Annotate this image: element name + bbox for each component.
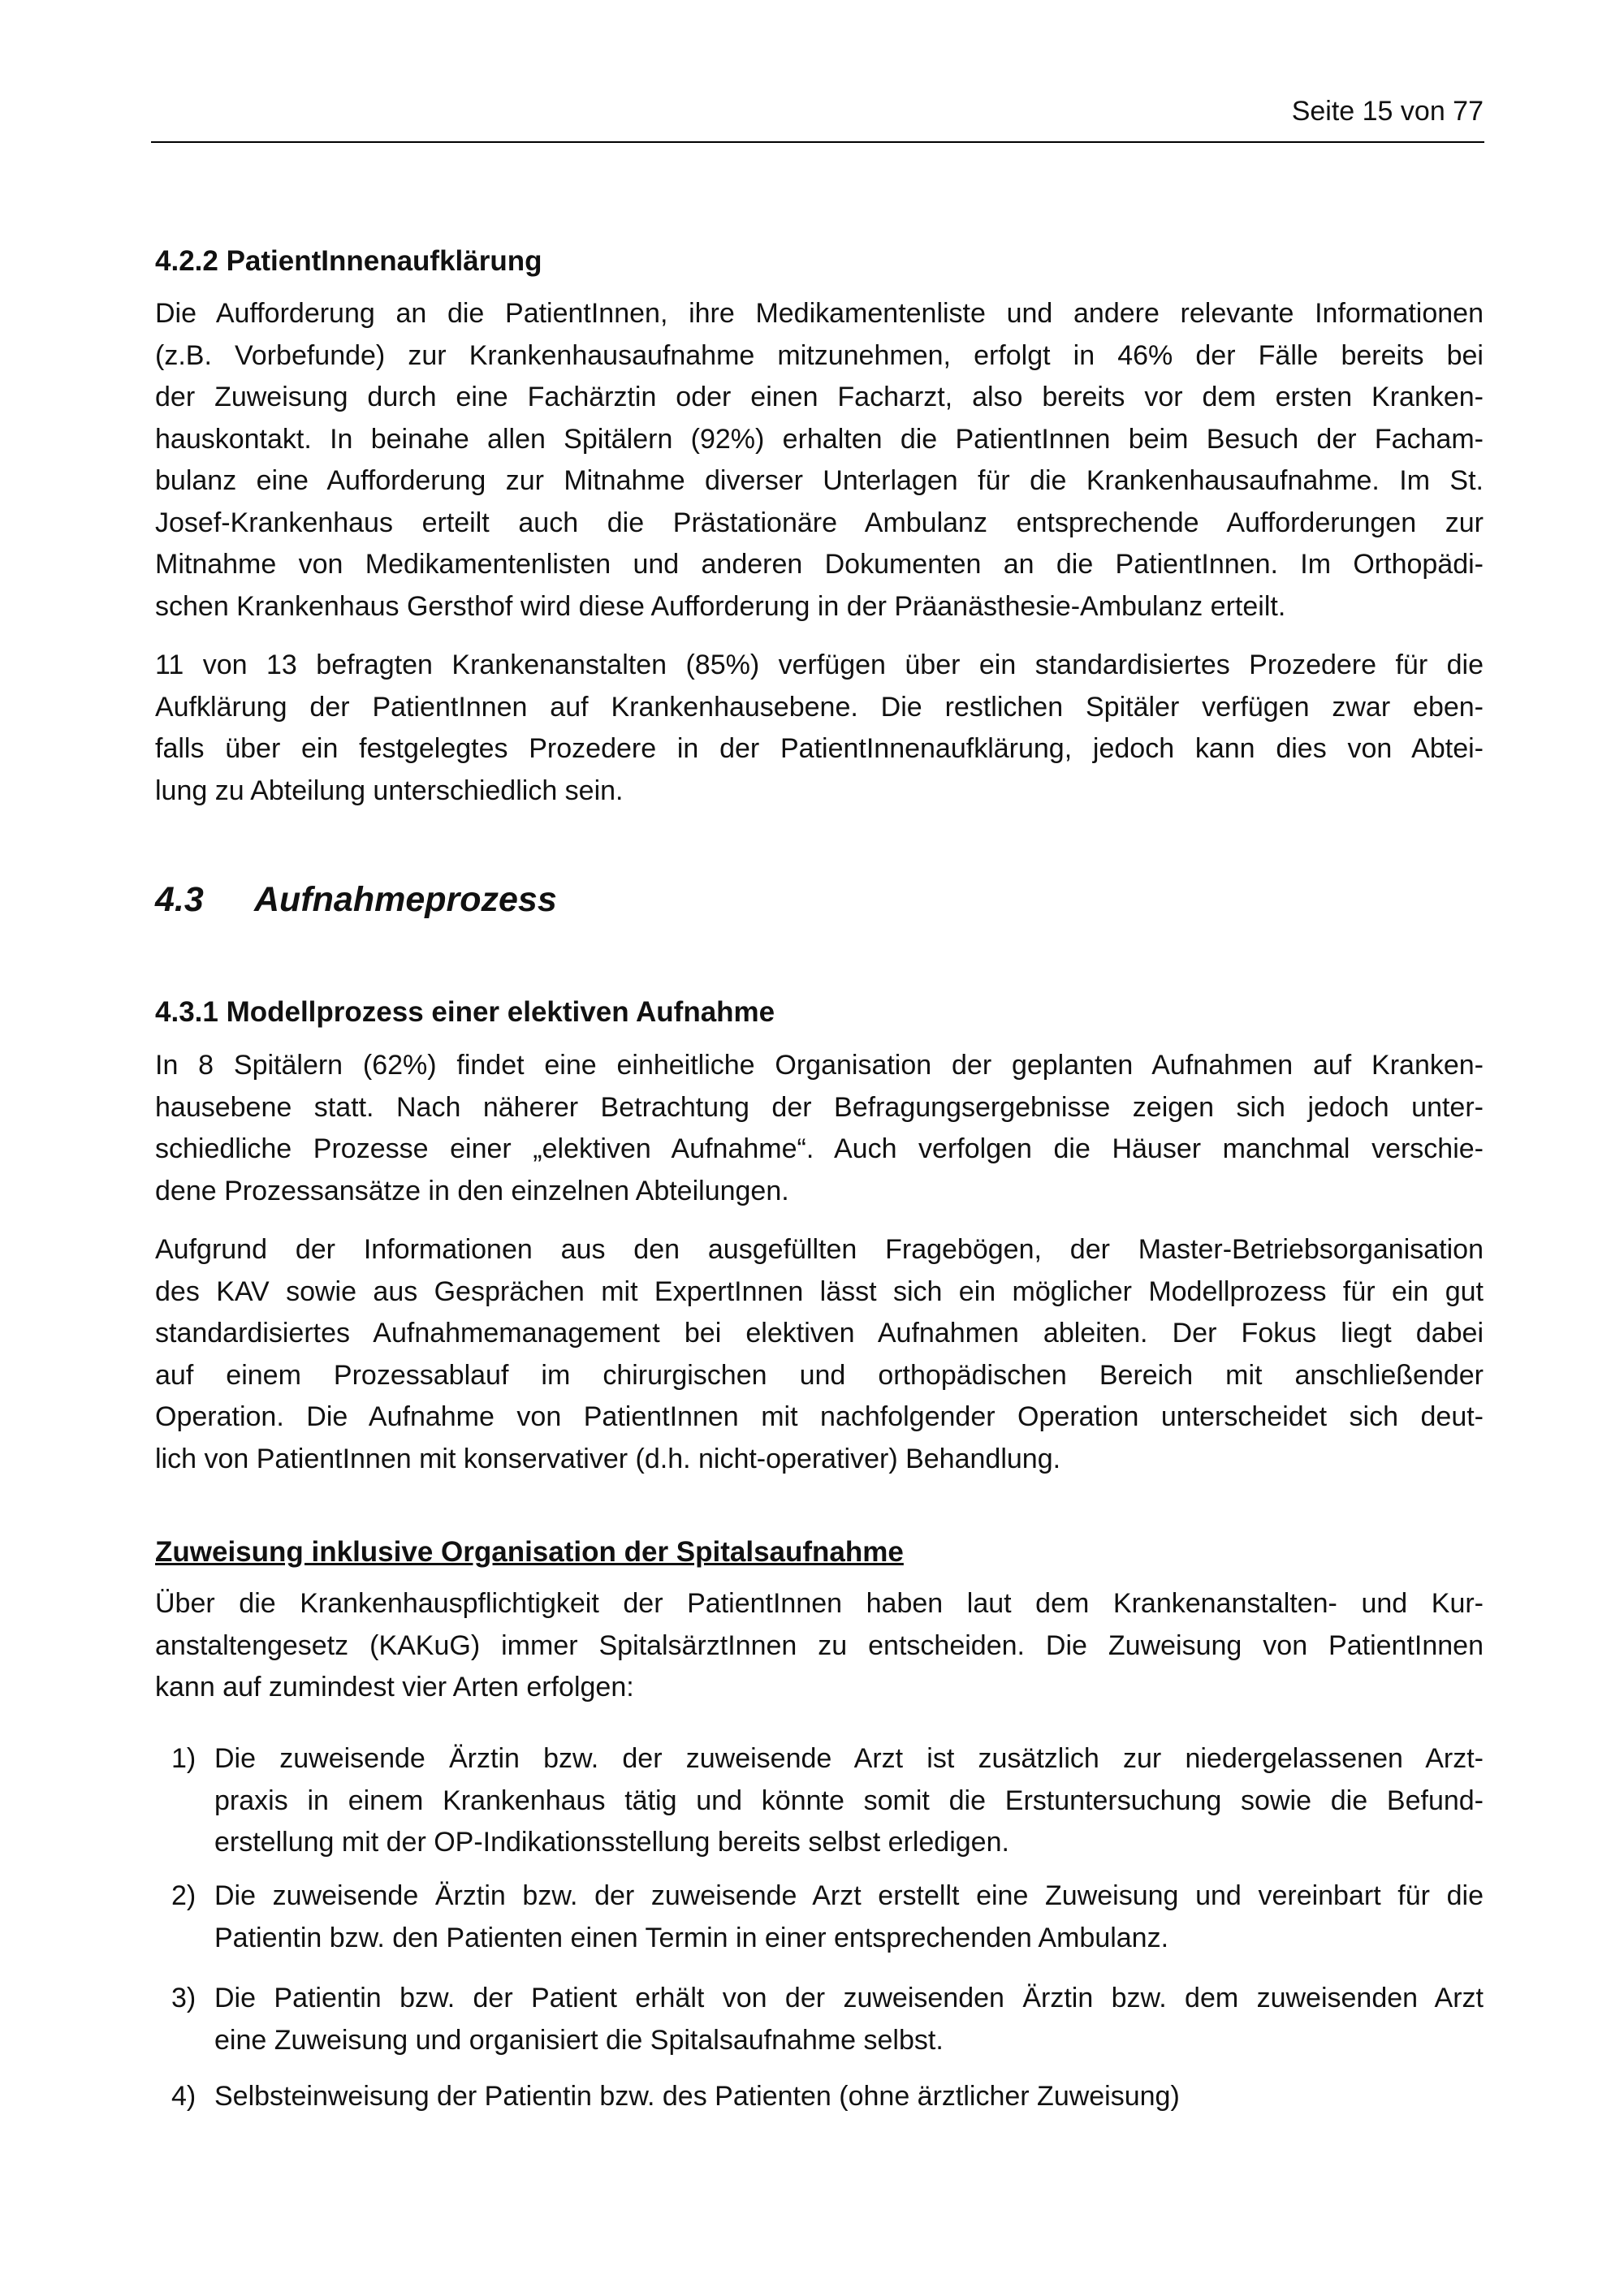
list-number: 3) — [171, 1983, 197, 2013]
list-item — [171, 1978, 1484, 2061]
list-text — [214, 1738, 1484, 1864]
paragraph — [155, 1229, 1484, 1480]
list-item — [171, 2076, 1484, 2118]
text-line: Operation. Die Aufnahme von PatientInnen mit nachfolgender Operation unterscheidet sich deut- — [155, 1401, 1484, 1432]
section-heading-4-3-1: 4.3.1 Modellprozess einer elektiven Aufnahme — [155, 996, 775, 1028]
paragraph — [155, 1583, 1484, 1709]
text-line: bulanz eine Aufforderung zur Mitnahme diverser Unterlagen für die Krankenhausaufnahme. Im St. — [155, 465, 1484, 496]
text-line: Selbsteinweisung der Patientin bzw. des Patienten (ohne ärztlicher Zuweisung) — [214, 2081, 1180, 2112]
text-line: schiedliche Prozesse einer „elektiven Aufnahme“. Auch verfolgen die Häuser manchmal verschie- — [155, 1133, 1484, 1164]
text-line: Über die Krankenhauspflichtigkeit der PatientInnen haben laut dem Krankenanstalten- und Kur- — [155, 1588, 1484, 1619]
text-line: hauskontakt. In beinahe allen Spitälern (92%) erhalten die PatientInnen beim Besuch der Facham- — [155, 423, 1484, 455]
text-line: Patientin bzw. den Patienten einen Termin in einer entsprechenden Ambulanz. — [214, 1922, 1169, 1953]
page-number: Seite 15 von 77 — [1291, 96, 1484, 127]
list-text — [214, 1875, 1484, 1959]
section-title: Aufnahmeprozess — [254, 880, 557, 919]
section-heading-4-2-2: 4.2.2 PatientInnenaufklärung — [155, 245, 542, 277]
text-line: schen Krankenhaus Gersthof wird diese Aufforderung in der Präanästhesie-Ambulanz erteilt. — [155, 590, 1286, 622]
text-line: Mitnahme von Medikamentenlisten und anderen Dokumenten an die PatientInnen. Im Orthopädi- — [155, 549, 1484, 580]
text-line: Josef-Krankenhaus erteilt auch die Prästationäre Ambulanz entsprechende Aufforderungen zur — [155, 507, 1484, 538]
subheading-zuweisung: Zuweisung inklusive Organisation der Spitalsaufnahme — [155, 1536, 904, 1568]
text-line: Die zuweisende Ärztin bzw. der zuweisende Arzt ist zusätzlich zur niedergelassenen Arzt- — [214, 1743, 1484, 1774]
text-line: kann auf zumindest vier Arten erfolgen: — [155, 1672, 634, 1703]
text-line: In 8 Spitälern (62%) findet eine einheitliche Organisation der geplanten Aufnahmen auf Kranken- — [155, 1050, 1484, 1081]
paragraph — [155, 1045, 1484, 1212]
text-line: 11 von 13 befragten Krankenanstalten (85%) verfügen über ein standardisiertes Prozedere für die — [155, 650, 1484, 680]
list-text — [214, 2076, 1484, 2118]
text-line: Die Aufforderung an die PatientInnen, ihre Medikamentenliste und andere relevante Informationen — [155, 298, 1484, 329]
section-number: 4.3 — [155, 880, 204, 919]
section-heading-4-3 — [155, 879, 1484, 921]
text-line: lich von PatientInnen mit konservativer (d.h. nicht-operativer) Behandlung. — [155, 1443, 1061, 1474]
header-rule — [151, 141, 1484, 143]
paragraph — [155, 293, 1484, 628]
list-item — [171, 1875, 1484, 1959]
text-line: anstaltengesetz (KAKuG) immer SpitalsärztInnen zu entscheiden. Die Zuweisung von PatientInnen — [155, 1629, 1484, 1661]
list-number: 4) — [171, 2081, 197, 2112]
list-text — [214, 1978, 1484, 2061]
text-line: Die Patientin bzw. der Patient erhält von der zuweisenden Ärztin bzw. dem zuweisenden Arzt — [214, 1983, 1484, 2013]
text-line: standardisiertes Aufnahmemanagement bei elektiven Aufnahmen ableiten. Der Fokus liegt dabei — [155, 1318, 1484, 1349]
text-line: erstellung mit der OP-Indikationsstellung bereits selbst erledigen. — [214, 1827, 1009, 1858]
text-line: Die zuweisende Ärztin bzw. der zuweisende Arzt erstellt eine Zuweisung und vereinbart für die — [214, 1880, 1484, 1911]
text-line: des KAV sowie aus Gesprächen mit ExpertInnen lässt sich ein möglicher Modellprozess für ein gut — [155, 1275, 1484, 1307]
text-line: lung zu Abteilung unterschiedlich sein. — [155, 775, 624, 806]
text-line: falls über ein festgelegtes Prozedere in der PatientInnenaufklärung, jedoch kann dies von Abtei- — [155, 733, 1484, 764]
paragraph — [155, 645, 1484, 812]
text-line: dene Prozessansätze in den einzelnen Abteilungen. — [155, 1175, 789, 1206]
list-number: 2) — [171, 1880, 197, 1911]
list-item — [171, 1738, 1484, 1864]
text-line: eine Zuweisung und organisiert die Spitalsaufnahme selbst. — [214, 2024, 944, 2056]
text-line: Aufgrund der Informationen aus den ausgefüllten Fragebögen, der Master-Betriebsorganisation — [155, 1234, 1484, 1265]
text-line: Aufklärung der PatientInnen auf Krankenhausebene. Die restlichen Spitäler verfügen zwar eben- — [155, 691, 1484, 723]
text-line: praxis in einem Krankenhaus tätig und könnte somit die Erstuntersuchung sowie die Befund- — [214, 1785, 1484, 1816]
text-line: auf einem Prozessablauf im chirurgischen und orthopädischen Bereich mit anschließender — [155, 1359, 1484, 1391]
list-number: 1) — [171, 1743, 197, 1774]
text-line: (z.B. Vorbefunde) zur Krankenhausaufnahme mitzunehmen, erfolgt in 46% der Fälle bereits bei — [155, 339, 1484, 371]
text-line: hausebene statt. Nach näherer Betrachtung der Befragungsergebnisse zeigen sich jedoch unter- — [155, 1091, 1484, 1123]
text-line: der Zuweisung durch eine Fachärztin oder einen Facharzt, also bereits vor dem ersten Kranken- — [155, 382, 1484, 412]
